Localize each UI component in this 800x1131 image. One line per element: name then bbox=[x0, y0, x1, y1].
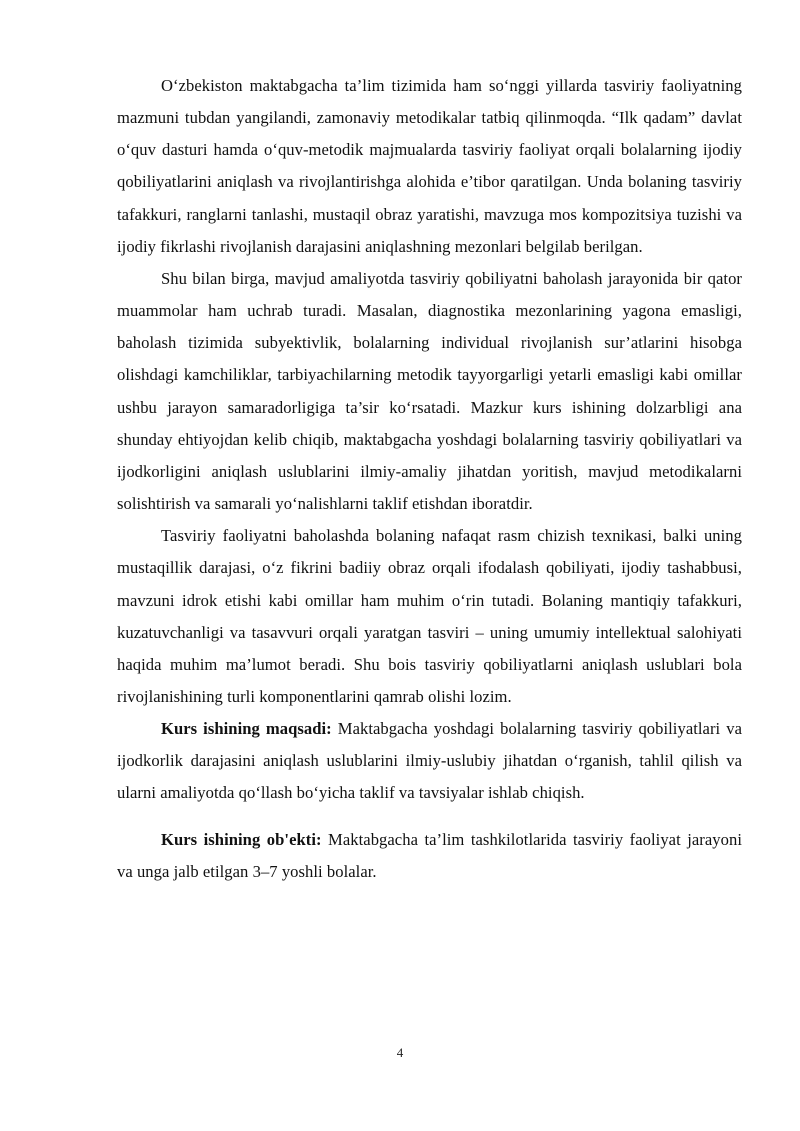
paragraph-goal bbox=[117, 713, 742, 809]
body-text bbox=[117, 70, 742, 888]
object-heading: Kurs ishining ob'ekti: bbox=[161, 829, 322, 849]
paragraph-problems: Shu bilan birga, mavjud amaliyotda tasviriy qobiliyatni baholash jarayonida bir qator muammolar ham uchrab turadi. Masalan, diagnostika mezonlarining yagona emasligi, baholash tizimida subyektivlik, bolalarning individual rivojlanish sur’atlarini hisobga olishdagi kamchiliklar, tarbiyachilarning metodik tayyorgarligi yetarli emasligi kabi omillar ushbu jarayon samaradorligiga ta’sir ko‘rsatadi. Mazkur kurs ishining dolzarbligi ana shunday ehtiyojdan kelib chiqib, maktabgacha yoshdagi bolalarning tasviriy qobiliyatlari va ijodkorligini aniqlash uslublarini ilmiy-amaliy jihatdan yoritish, mavjud metodikalarni solishtirish va samarali yo‘nalishlarni taklif etishdan iboratdir. bbox=[117, 268, 742, 514]
paragraph-object bbox=[117, 824, 742, 888]
object-text: Maktabgacha ta’lim tashkilotlarida tasviriy faoliyat jarayoni va unga jalb etilgan 3–7 yoshli bolalar. bbox=[117, 829, 742, 881]
goal-text: Maktabgacha yoshdagi bolalarning tasviriy qobiliyatlari va ijodkorlik darajasini aniqlash uslublarini ilmiy-uslubiy jihatdan o‘rganish, tahlil qilish va ularni amaliyotda qo‘llash bo‘yicha taklif va tavsiyalar ishlab chiqish. bbox=[117, 719, 742, 803]
paragraph-intro: O‘zbekiston maktabgacha ta’lim tizimida ham so‘nggi yillarda tasviriy faoliyatning mazmuni tubdan yangilandi, zamonaviy metodikalar tatbiq qilinmoqda. “Ilk qadam” davlat o‘quv dasturi hamda o‘quv-metodik majmualarda tasviriy faoliyat orqali bolalarning ijodiy qobiliyatlarini aniqlash va rivojlantirishga alohida e’tibor qaratilgan. Unda bolaning tasviriy tafakkuri, ranglarni tanlashi, mustaqil obraz yaratishi, mavzuga mos kompozitsiya tuzishi va ijodiy fikrlashi rivojlanish darajasini aniqlashning mezonlari belgilab berilgan. bbox=[117, 76, 742, 256]
paragraph-assessment: Tasviriy faoliyatni baholashda bolaning nafaqat rasm chizish texnikasi, balki uning mustaqillik darajasi, o‘z fikrini badiiy obraz orqali ifodalash qobiliyati, ijodiy tashabbusi, mavzuni idrok etishi kabi omillar ham muhim o‘rin tutadi. Bolaning mantiqiy tafakkuri, kuzatuvchanligi va tasavvuri orqali yaratgan tasviri – uning umumiy intellektual salohiyati haqida muhim ma’lumot beradi. Shu bois tasviriy qobiliyatlarni aniqlash uslublari bola rivojlanishining turli komponentlarini qamrab olishi lozim. bbox=[117, 526, 742, 706]
goal-heading: Kurs ishining maqsadi: bbox=[161, 719, 332, 739]
page-number: 4 bbox=[396, 1045, 404, 1060]
